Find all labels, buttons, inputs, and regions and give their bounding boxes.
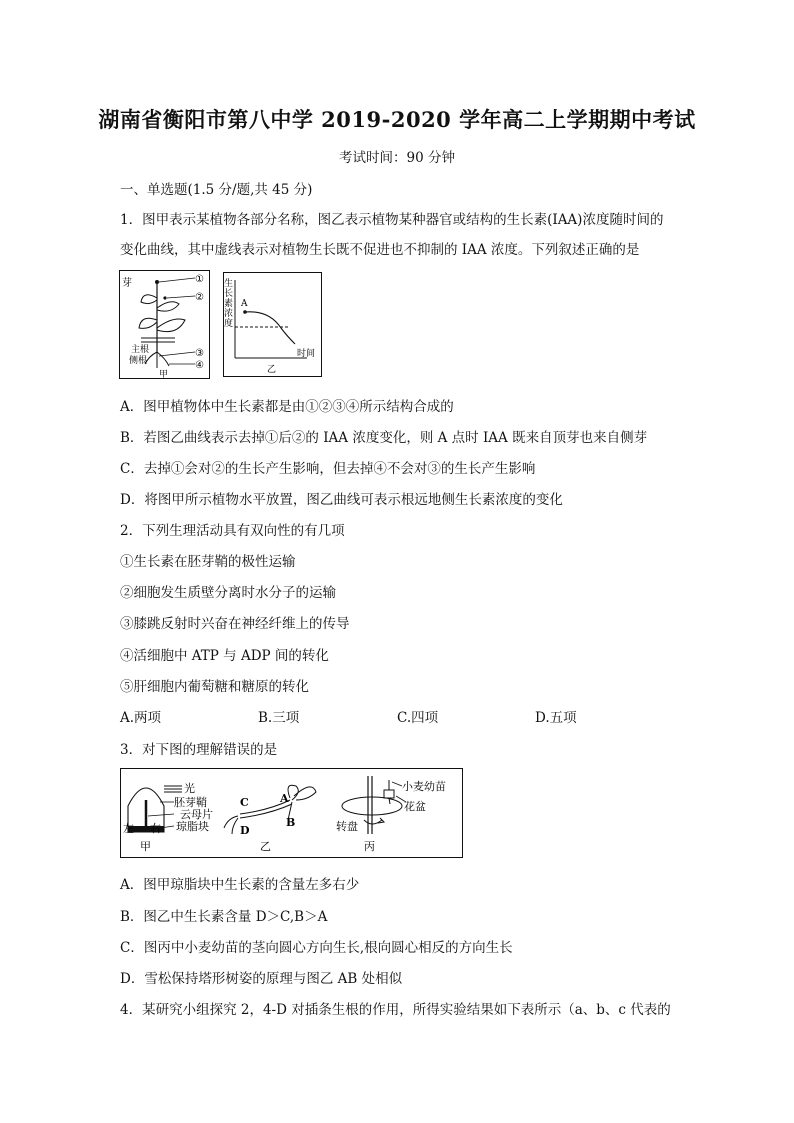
section-heading: 一、单选题(1.5 分/题,共 45 分) bbox=[120, 182, 313, 198]
light-label: 光 bbox=[184, 782, 195, 795]
label-c: C bbox=[240, 796, 249, 809]
figure-caption: 乙 bbox=[267, 365, 277, 375]
q3-option-c: C．图丙中小麦幼苗的茎向圆心方向生长,根向圆心相反的方向生长 bbox=[120, 940, 513, 956]
label-4: ④ bbox=[195, 360, 204, 371]
q2-item-2: ②细胞发生质壁分离时水分子的运输 bbox=[120, 585, 336, 601]
turntable-label: 转盘 bbox=[336, 820, 358, 833]
q2-option-c: C.四项 bbox=[397, 710, 439, 726]
figure-caption: 甲 bbox=[159, 370, 169, 380]
right-label: 右 bbox=[150, 822, 161, 835]
q3-stem: 3．对下图的理解错误的是 bbox=[120, 742, 278, 758]
lateral-root-label: 侧根 bbox=[129, 356, 148, 366]
q3-figure-bing bbox=[336, 776, 446, 853]
seedling-label: 小麦幼苗 bbox=[402, 780, 446, 793]
q1-option-a: A．图甲植物体中生长素都是由①②③④所示结构合成的 bbox=[120, 399, 454, 415]
label-1: ① bbox=[195, 274, 204, 285]
label-b: B bbox=[286, 816, 296, 829]
bud-label: 芽 bbox=[122, 278, 132, 289]
q1-option-b: B．若图乙曲线表示去掉①后②的 IAA 浓度变化，则 A 点时 IAA 既来自顶芽也来自侧芽 bbox=[120, 430, 648, 446]
figure-caption: 甲 bbox=[140, 840, 151, 853]
q1-figure-yi bbox=[223, 272, 323, 378]
pot-label: 花盆 bbox=[404, 800, 426, 813]
mica-label: 云母片 bbox=[180, 808, 213, 821]
q3-option-b: B．图乙中生长素含量 D＞C,B＞A bbox=[120, 909, 328, 925]
x-axis-label: 时间 bbox=[297, 349, 316, 359]
q1-stem-line1: 1．图甲表示某植物各部分名称，图乙表示植物某种器官或结构的生长素(IAA)浓度随时间的 bbox=[120, 212, 664, 228]
svg-text:浓: 浓 bbox=[224, 309, 234, 319]
svg-text:生: 生 bbox=[224, 279, 234, 289]
q2-option-d: D.五项 bbox=[535, 710, 577, 726]
left-label: 左 bbox=[123, 822, 134, 835]
point-a-label: A bbox=[241, 299, 248, 309]
label-d: D bbox=[240, 824, 250, 837]
q4-stem: 4．某研究小组探究 2，4-D 对插条生根的作用，所得实验结果如下表所示（a、b、c 代表的 bbox=[120, 1002, 671, 1018]
exam-time: 考试时间：90 分钟 bbox=[339, 150, 455, 166]
q2-option-a: A.两项 bbox=[120, 710, 162, 726]
q1-option-c: C．去掉①会对②的生长产生影响，但去掉④不会对③的生长产生影响 bbox=[120, 461, 536, 477]
q2-option-b: B.三项 bbox=[258, 710, 300, 726]
q3-figure-yi bbox=[224, 785, 316, 853]
svg-text:长: 长 bbox=[224, 289, 234, 299]
figure-caption: 丙 bbox=[364, 840, 375, 853]
q1-option-d: D．将图甲所示植物水平放置，图乙曲线可表示根远地侧生长素浓度的变化 bbox=[120, 492, 563, 508]
exam-title: 湖南省衡阳市第八中学 2019-2020 学年高二上学期期中考试 bbox=[98, 107, 696, 132]
q2-item-5: ⑤肝细胞内葡萄糖和糖原的转化 bbox=[120, 679, 309, 695]
svg-text:素: 素 bbox=[224, 299, 234, 309]
coleoptile-label: 胚芽鞘 bbox=[174, 796, 207, 809]
q2-stem: 2．下列生理活动具有双向性的有几项 bbox=[120, 523, 345, 539]
q3-figure bbox=[120, 768, 464, 860]
svg-text:度: 度 bbox=[224, 319, 234, 329]
q3-figure-jia bbox=[123, 781, 213, 853]
label-2: ② bbox=[195, 292, 204, 303]
label-3: ③ bbox=[195, 348, 204, 359]
q2-item-3: ③膝跳反射时兴奋在神经纤维上的传导 bbox=[120, 616, 350, 632]
q3-option-a: A．图甲琼脂块中生长素的含量左多右少 bbox=[120, 877, 360, 893]
figure-caption: 乙 bbox=[260, 840, 271, 853]
agar-label: 琼脂块 bbox=[176, 820, 209, 833]
main-root-label: 主根 bbox=[131, 345, 150, 355]
q1-stem-line2: 变化曲线，其中虚线表示对植物生长既不促进也不抑制的 IAA 浓度。下列叙述正确的是 bbox=[120, 242, 640, 258]
q3-option-d: D．雪松保持塔形树姿的原理与图乙 AB 处相似 bbox=[120, 971, 403, 987]
q1-figure-jia bbox=[119, 270, 211, 380]
y-axis-label bbox=[224, 277, 233, 329]
q2-item-1: ①生长素在胚芽鞘的极性运输 bbox=[120, 554, 296, 570]
q2-item-4: ④活细胞中 ATP 与 ADP 间的转化 bbox=[120, 648, 329, 664]
label-a: A bbox=[280, 792, 289, 805]
